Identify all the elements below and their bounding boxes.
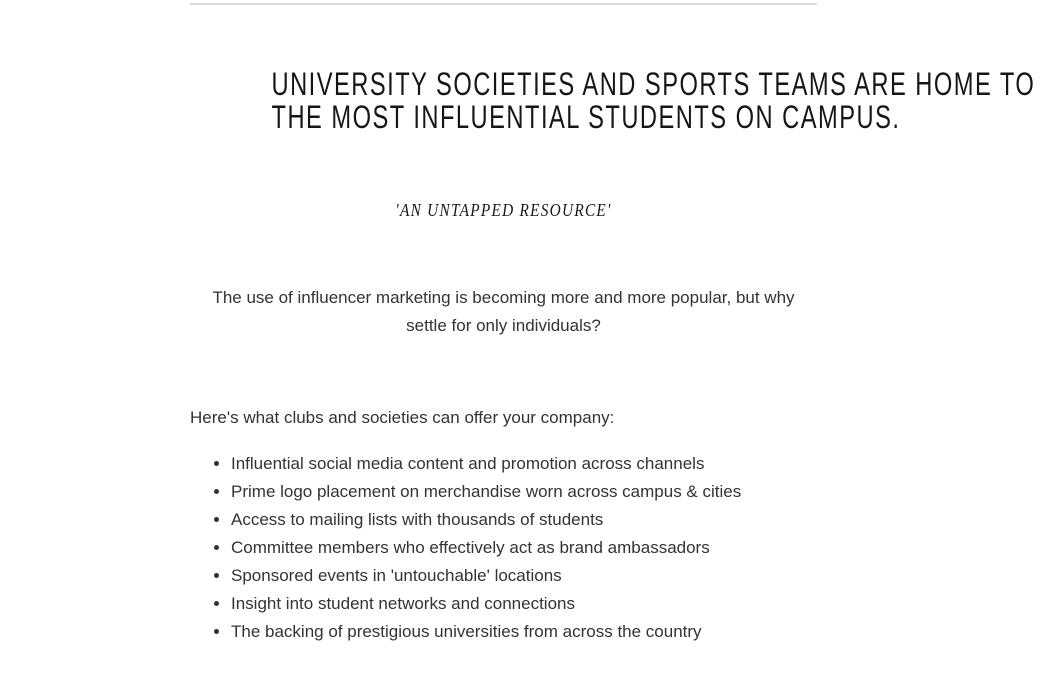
intro-line-2: settle for only individuals? bbox=[406, 316, 601, 335]
list-item: • Sponsored events in 'untouchable' locations bbox=[231, 562, 817, 590]
content-column bbox=[190, 66, 1036, 646]
page-title-line-1: UNIVERSITY SOCIETIES AND SPORTS TEAMS ARE HOME TO bbox=[271, 66, 1036, 102]
page-title-line-2: THE MOST INFLUENTIAL STUDENTS ON CAMPUS. bbox=[271, 99, 901, 135]
list-item: • Committee members who effectively act as brand ambassadors bbox=[231, 534, 817, 562]
list-item: • Access to mailing lists with thousands of students bbox=[231, 506, 817, 534]
page-title bbox=[271, 66, 1036, 135]
top-divider bbox=[190, 3, 817, 5]
pull-quote: 'AN UNTAPPED RESOURCE' bbox=[395, 200, 612, 220]
intro-paragraph bbox=[190, 284, 817, 340]
intro-line-1: The use of influencer marketing is becoming more and more popular, but why bbox=[212, 288, 795, 307]
list-intro: Here's what clubs and societies can offer your company: bbox=[190, 408, 615, 427]
benefits-list bbox=[190, 450, 817, 646]
list-item: • Prime logo placement on merchandise worn across campus & cities bbox=[231, 478, 817, 506]
list-item: • Influential social media content and promotion across channels bbox=[231, 450, 817, 478]
list-item: • Insight into student networks and connections bbox=[231, 590, 817, 618]
list-item: • The backing of prestigious universities from across the country bbox=[231, 618, 817, 646]
